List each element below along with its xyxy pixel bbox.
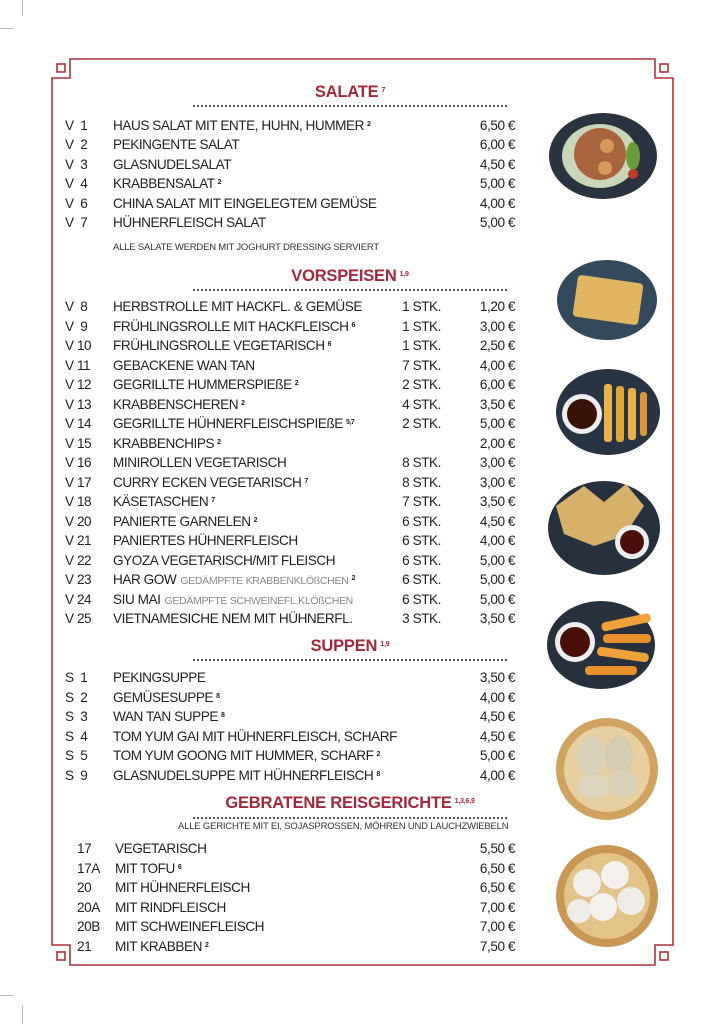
- item-code: 21: [77, 938, 92, 954]
- item-name: VIETNAMESICHE NEM MIT HÜHNERFL.: [113, 611, 353, 626]
- item-name-group: [113, 155, 231, 175]
- section-title-text: GEBRATENE REISGERICHTE: [225, 794, 452, 812]
- allergen-note: 2: [204, 941, 209, 949]
- item-price: 5,00 €: [479, 416, 515, 431]
- menu-item: [0, 174, 530, 194]
- item-code: S 9: [65, 767, 88, 783]
- item-price: 2,50 €: [479, 338, 515, 353]
- item-code: V 16: [65, 455, 92, 470]
- item-quantity: 7 STK.: [402, 494, 441, 509]
- item-name: HERBSTROLLE MIT HACKFL. & GEMÜSE: [113, 299, 362, 314]
- item-price: 7,50 €: [479, 938, 515, 954]
- allergen-note: 8: [376, 770, 380, 778]
- item-code: 20: [77, 880, 92, 895]
- item-name-group: [115, 878, 250, 898]
- frame-corner-ornament: [57, 64, 65, 72]
- section-title: [193, 266, 507, 286]
- item-name: KÄSETASCHEN: [113, 494, 209, 509]
- item-name-group: [113, 453, 286, 473]
- item-name: SIU MAI: [113, 591, 161, 607]
- menu-item: [0, 531, 530, 551]
- item-name-group: [113, 492, 215, 512]
- allergen-note: 2: [217, 438, 221, 446]
- item-price: 4,50 €: [479, 513, 515, 529]
- item-name: HAR GOW: [113, 572, 177, 587]
- section-title-text: SALATE: [314, 83, 379, 101]
- allergen-note: 1,9: [399, 271, 409, 278]
- allergen-note: 8: [220, 712, 225, 719]
- item-name: PANIERTE GARNELEN: [113, 513, 251, 529]
- item-name: HAUS SALAT MIT ENTE, HUHN, HUMMER: [113, 117, 365, 133]
- item-name: KRABBENCHIPS: [113, 435, 215, 451]
- item-name: FRÜHLINGSROLLE MIT HACKFLEISCH: [113, 318, 349, 334]
- menu-item: [0, 492, 530, 512]
- item-price: 4,00 €: [479, 195, 515, 211]
- allergen-note: 5,7: [345, 419, 355, 426]
- item-name-group: [113, 213, 266, 233]
- item-name: KRABBENSALAT: [113, 176, 215, 191]
- item-name-group: [113, 317, 355, 337]
- menu-item: [0, 434, 530, 454]
- item-quantity: 1 STK.: [402, 299, 441, 314]
- menu-item: [0, 746, 530, 766]
- item-name-group: [113, 570, 355, 592]
- photo-duck-salad: [545, 108, 660, 203]
- allergen-note: 8: [216, 692, 220, 700]
- item-quantity: 2 STK.: [402, 416, 441, 431]
- menu-item: [0, 414, 530, 434]
- item-name-group: [113, 414, 354, 434]
- item-name-group: [113, 395, 245, 415]
- item-code: S 3: [65, 709, 88, 724]
- item-name: FRÜHLINGSROLLE VEGETARISCH: [113, 338, 325, 353]
- item-code: V 23: [65, 572, 92, 587]
- dotted-divider: [193, 105, 507, 107]
- photo-spring-rolls: [554, 366, 662, 458]
- item-name-group: [113, 174, 221, 194]
- item-name: GLASNUDELSUPPE MIT HÜHNERFLEISCH: [113, 767, 374, 783]
- item-quantity: 8 STK.: [402, 474, 441, 490]
- item-price: 6,50 €: [479, 860, 515, 876]
- item-price: 4,50 €: [479, 156, 515, 172]
- menu-item: [0, 551, 530, 571]
- item-price: 4,00 €: [479, 357, 515, 373]
- item-name: GEMÜSESUPPE: [113, 689, 214, 705]
- item-code: V 25: [65, 611, 92, 626]
- item-name-group: [113, 609, 353, 629]
- section-title: [193, 636, 507, 656]
- item-name: GLASNUDELSALAT: [113, 156, 232, 172]
- item-quantity: 4 STK.: [402, 396, 441, 412]
- item-name: PEKINGSUPPE: [113, 670, 206, 685]
- menu-item: [0, 839, 530, 859]
- item-code: V 8: [65, 299, 88, 314]
- menu-item: [0, 453, 530, 473]
- frame-corner-ornament: [660, 64, 668, 72]
- item-price: 4,00 €: [479, 533, 515, 548]
- item-name: MIT HÜHNERFLEISCH: [115, 880, 250, 895]
- item-name: WAN TAN SUPPE: [113, 709, 218, 724]
- allergen-note: 1,9: [380, 641, 390, 648]
- item-name-group: [115, 859, 181, 879]
- menu-item: [0, 155, 530, 175]
- allergen-note: 7: [381, 87, 386, 94]
- photo-gyoza-steamer: [553, 716, 661, 822]
- item-price: 5,00 €: [479, 552, 515, 568]
- item-quantity: 8 STK.: [402, 455, 441, 470]
- item-code: S 1: [65, 670, 88, 685]
- item-name-group: [113, 688, 220, 708]
- item-price: 1,20 €: [479, 299, 515, 314]
- item-price: 3,00 €: [479, 318, 515, 334]
- item-price: 6,50 €: [479, 880, 515, 895]
- item-price: 7,00 €: [479, 899, 515, 915]
- allergen-note: 7: [304, 477, 308, 485]
- item-name-group: [113, 194, 376, 214]
- section-title: [193, 82, 507, 102]
- menu-item: [0, 116, 530, 136]
- item-price: 3,50 €: [479, 396, 515, 412]
- item-price: 6,00 €: [479, 137, 515, 152]
- item-code: V 15: [65, 435, 92, 451]
- dotted-divider: [193, 289, 507, 291]
- item-name: CURRY ECKEN VEGETARISCH: [113, 474, 302, 490]
- item-quantity: 1 STK.: [402, 338, 441, 353]
- item-name: MIT KRABBEN: [115, 938, 202, 954]
- item-name: GEGRILLTE HÜHNERFLEISCHSPIEßE: [113, 416, 343, 431]
- item-name: VEGETARISCH: [115, 841, 207, 856]
- item-price: 6,50 €: [479, 117, 515, 133]
- item-code: 20A: [77, 899, 100, 915]
- allergen-note: 1,3,6,9: [454, 798, 475, 805]
- item-price: 7,00 €: [479, 919, 515, 934]
- menu-item: [0, 917, 530, 937]
- photo-har-gow-steamer: [553, 843, 661, 949]
- allergen-note: 2: [367, 120, 371, 128]
- item-code: V 4: [65, 176, 88, 191]
- allergen-note: 7: [211, 497, 215, 504]
- item-code: 17A: [77, 860, 100, 876]
- item-price: 3,00 €: [479, 455, 515, 470]
- menu-item: [0, 213, 530, 233]
- photo-pastry: [555, 257, 660, 343]
- menu-item: [0, 859, 530, 879]
- item-name: PEKINGENTE SALAT: [113, 137, 240, 152]
- item-name-group: [115, 898, 226, 918]
- item-name: KRABBENSCHEREN: [113, 396, 239, 412]
- section-title-text: VORSPEISEN: [291, 267, 397, 285]
- item-name: TOM YUM GOONG MIT HUMMER, SCHARF: [113, 748, 374, 763]
- item-code: 17: [77, 841, 92, 856]
- menu-item: [0, 135, 530, 155]
- item-code: S 5: [65, 748, 88, 763]
- item-code: V 12: [65, 377, 92, 392]
- menu-item: [0, 473, 530, 493]
- item-quantity: 6 STK.: [402, 552, 441, 568]
- item-quantity: 6 STK.: [402, 513, 441, 529]
- section-title: [193, 793, 507, 813]
- item-name: GEGRILLTE HUMMERSPIEßE: [113, 377, 292, 392]
- item-name: MIT RINDFLEISCH: [115, 899, 226, 915]
- item-code: S 2: [65, 689, 88, 705]
- menu-item: [0, 375, 530, 395]
- item-code: V 11: [65, 357, 91, 373]
- item-name: GYOZA VEGETARISCH/MIT FLEISCH: [113, 552, 336, 568]
- item-name: GEBACKENE WAN TAN: [113, 357, 255, 373]
- menu-item: [0, 336, 530, 356]
- item-name-group: [113, 766, 380, 786]
- photo-fried-wan-tan: [544, 476, 662, 578]
- item-price: 3,50 €: [479, 611, 515, 626]
- item-name: MIT SCHWEINEFLEISCH: [115, 919, 265, 934]
- item-code: V 7: [65, 215, 88, 230]
- menu-item: [0, 707, 530, 727]
- menu-item: [0, 766, 530, 786]
- item-price: 4,50 €: [479, 709, 515, 724]
- frame-corner-ornament: [660, 952, 668, 960]
- dotted-divider: [193, 659, 507, 661]
- item-name-group: [115, 917, 264, 937]
- item-price: 2,00 €: [479, 435, 515, 451]
- allergen-note: 6: [327, 341, 332, 348]
- item-name: CHINA SALAT MIT EINGELEGTEM GEMÜSE: [113, 195, 377, 211]
- item-price: 5,00 €: [479, 748, 515, 763]
- dotted-divider: [193, 817, 507, 819]
- item-code: V 3: [65, 156, 88, 172]
- item-price: 5,00 €: [479, 572, 515, 587]
- item-name-group: [113, 668, 206, 688]
- item-code: V 2: [65, 137, 88, 152]
- item-price: 4,00 €: [479, 767, 515, 783]
- item-quantity: 6 STK.: [402, 572, 441, 587]
- menu-item: [0, 395, 530, 415]
- item-code: V 13: [65, 396, 92, 412]
- menu-item: [0, 194, 530, 214]
- photo-breaded-shrimp: [545, 598, 657, 692]
- item-name: TOM YUM GAI MIT HÜHNERFLEISCH, SCHARF: [113, 728, 397, 744]
- item-price: 3,00 €: [479, 474, 515, 490]
- item-name-group: [113, 375, 298, 395]
- item-name-group: [113, 297, 362, 317]
- item-name: HÜHNERFLEISCH SALAT: [113, 215, 266, 230]
- item-code: V 9: [65, 318, 88, 334]
- item-name-group: [113, 434, 221, 454]
- item-name-group: [115, 839, 206, 859]
- item-code: V 24: [65, 591, 92, 607]
- item-name-group: [113, 746, 380, 766]
- item-price: 5,00 €: [479, 215, 515, 230]
- item-name-group: [113, 116, 370, 136]
- item-price: 5,00 €: [479, 176, 515, 191]
- menu-item: [0, 898, 530, 918]
- item-price: 5,00 €: [479, 591, 515, 607]
- menu-item: [0, 878, 530, 898]
- item-code: V 21: [65, 533, 92, 548]
- menu-item: [0, 937, 530, 957]
- allergen-note: 6: [177, 863, 182, 871]
- item-name-group: [113, 551, 335, 571]
- item-name-group: [113, 590, 353, 612]
- menu-item: [0, 590, 530, 610]
- item-quantity: 2 STK.: [402, 377, 441, 392]
- menu-item: [0, 668, 530, 688]
- item-name-group: [113, 473, 308, 493]
- item-code: V 10: [65, 338, 92, 353]
- item-name-group: [113, 531, 298, 551]
- section-note: ALLE SALATE WERDEN MIT JOGHURT DRESSING SERVIERT: [113, 242, 379, 253]
- item-quantity: 1 STK.: [402, 318, 441, 334]
- item-price: 6,00 €: [479, 377, 515, 392]
- item-code: V 6: [65, 195, 88, 211]
- menu-item: [0, 609, 530, 629]
- item-name-group: [113, 727, 397, 747]
- item-code: V 14: [65, 416, 92, 431]
- menu-item: [0, 297, 530, 317]
- item-name-group: [113, 336, 331, 356]
- item-quantity: 6 STK.: [402, 533, 441, 548]
- item-price: 3,50 €: [479, 670, 515, 685]
- section-note: ALLE GERICHTE MIT EI, SOJASPROSSEN, MÖHREN UND LAUCHZWIEBELN: [178, 821, 509, 832]
- item-quantity: 6 STK.: [402, 591, 441, 607]
- menu-item: [0, 317, 530, 337]
- item-price: 4,50 €: [479, 728, 515, 744]
- menu-item: [0, 727, 530, 747]
- item-code: S 4: [65, 728, 88, 744]
- item-price: 3,50 €: [479, 494, 515, 509]
- menu-item: [0, 512, 530, 532]
- allergen-note: 2: [217, 179, 222, 186]
- item-name-group: [113, 512, 257, 532]
- item-code: 20B: [77, 919, 100, 934]
- item-price: 5,50 €: [479, 841, 515, 856]
- item-quantity: 3 STK.: [402, 611, 441, 626]
- item-description: GEDÄMPFTE KRABBENKLÖßCHEN: [180, 575, 349, 587]
- item-name: MINIROLLEN VEGETARISCH: [113, 455, 287, 470]
- item-name-group: [113, 135, 239, 155]
- item-code: V 17: [65, 474, 92, 490]
- item-quantity: 7 STK.: [402, 357, 441, 373]
- allergen-note: 2: [294, 380, 299, 387]
- menu-item: [0, 688, 530, 708]
- allergen-note: 2: [253, 516, 258, 524]
- item-price: 4,00 €: [479, 689, 515, 705]
- item-name-group: [113, 707, 224, 727]
- allergen-note: 2: [241, 399, 245, 407]
- allergen-note: 2: [376, 751, 380, 758]
- item-name: MIT TOFU: [115, 860, 175, 876]
- menu-item: [0, 356, 530, 376]
- item-name-group: [115, 937, 208, 957]
- item-code: V 20: [65, 513, 92, 529]
- allergen-note: 6: [351, 321, 355, 329]
- item-code: V 22: [65, 552, 92, 568]
- item-code: V 18: [65, 494, 92, 509]
- item-description: GEDÄMPFTE SCHWEINEFL.KLÖßCHEN: [164, 594, 353, 607]
- item-name-group: [113, 356, 255, 376]
- allergen-note: 2: [351, 575, 355, 582]
- section-title-text: SUPPEN: [310, 637, 378, 655]
- menu-item: [0, 570, 530, 590]
- item-name: PANIERTES HÜHNERFLEISCH: [113, 533, 298, 548]
- item-code: V 1: [65, 117, 88, 133]
